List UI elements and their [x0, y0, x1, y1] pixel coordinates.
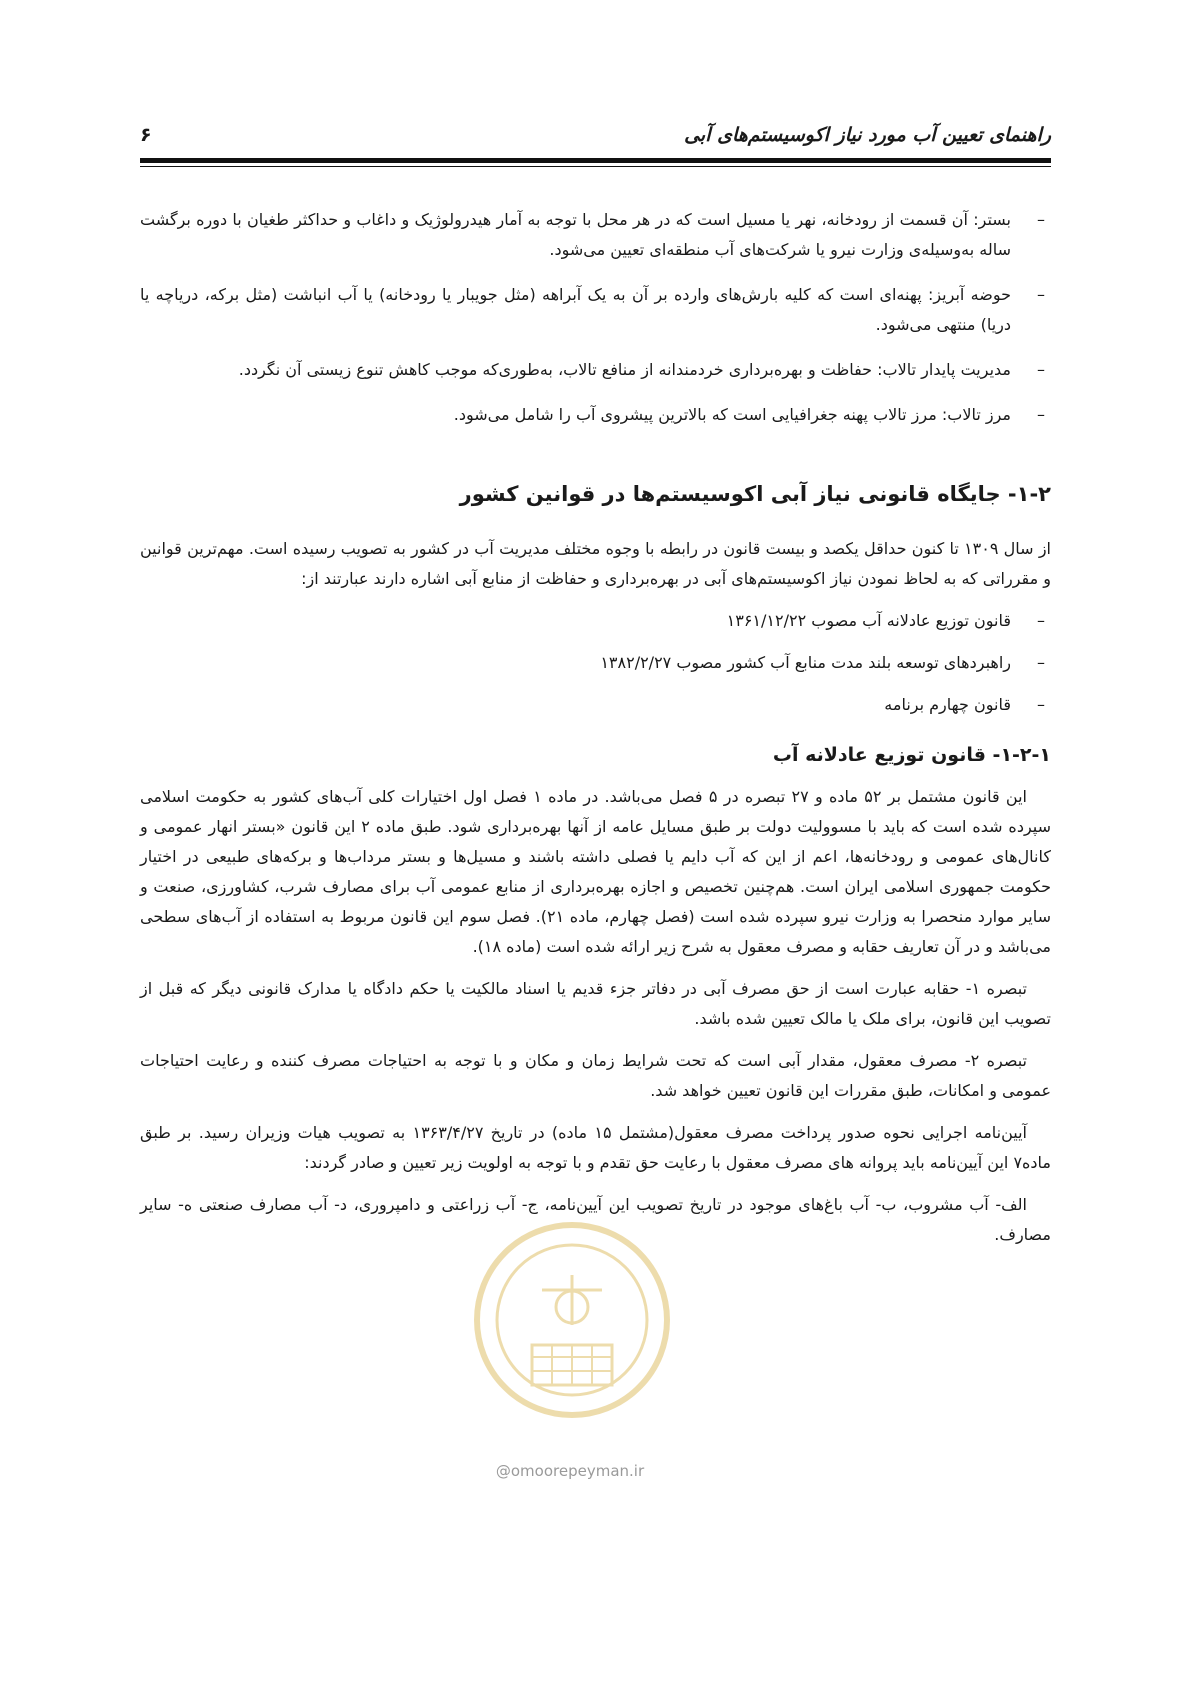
page-number: ۶ [140, 124, 152, 146]
definition-item: – مدیریت پایدار تالاب: حفاظت و بهره‌برداری خردمندانه از منافع تالاب، به‌طوری‌که موجب کاهش تنوع زیستی آن نگردد. [140, 355, 1051, 385]
laws-list [140, 606, 1051, 720]
definitions-list [140, 205, 1051, 430]
law-item: – قانون چهارم برنامه [140, 690, 1051, 720]
paragraph: الف- آب مشروب، ب- آب باغ‌های موجود در تاریخ تصویب این آیین‌نامه، ج- آب زراعتی و دامپروری، د- آب مصارف صنعتی ه- سایر مصارف. [140, 1195, 1051, 1244]
definition-item: – مرز تالاب: مرز تالاب پهنه جغرافیایی است که بالاترین پیشروی آب را شامل می‌شود. [140, 400, 1051, 430]
paragraph: تبصره ۲- مصرف معقول، مقدار آبی است که تحت شرایط زمان و مکان و با توجه به احتیاجات مصرف کننده و رعایت احتیاجات عمومی و امکانات، طبق مقررات این قانون تعیین خواهد شد. [140, 1051, 1051, 1100]
definition-item: – بستر: آن قسمت از رودخانه، نهر یا مسیل است که در هر محل با توجه به آمار هیدرولوژیک و داغاب و حداکثر طغیان با دوره برگشت ساله به‌وسیله‌ی وزارت نیرو یا شرکت‌های آب منطقه‌ای تعیین می‌شود. [140, 205, 1051, 265]
law-item: – راهبردهای توسعه بلند مدت منابع آب کشور مصوب ۱۳۸۲/۲/۲۷ [140, 648, 1051, 678]
header-rule-thin [140, 166, 1051, 167]
watermark-seal-icon [462, 1195, 682, 1445]
watermark-site: @omoorepeyman.ir [495, 1462, 645, 1480]
running-title: راهنمای تعیین آب مورد نیاز اکوسیستم‌های آبی [684, 124, 1051, 146]
definition-item: – حوضه آبریز: پهنه‌ای است که کلیه بارش‌های وارده بر آن به یک آبراهه (مثل جویبار یا رودخانه) یا آب انباشت (مثل برکه، دریاچه یا دریا) منتهی می‌شود. [140, 280, 1051, 340]
law-item: – قانون توزیع عادلانه آب مصوب ۱۳۶۱/۱۲/۲۲ [140, 606, 1051, 636]
paragraph: آیین‌نامه اجرایی نحوه صدور پرداخت مصرف معقول(مشتمل ۱۵ ماده) در تاریخ ۱۳۶۳/۴/۲۷ به تصویب هیات وزیران رسید. بر طبق ماده۷ این آیین‌نامه باید پروانه های مصرف معقول با رعایت حق تقدم و با توجه به اولویت زیر تعیین و صادر گردند: [140, 1123, 1051, 1172]
subsection-heading: ۱-۲-۱- قانون توزیع عادلانه آب [772, 744, 1051, 766]
body-content [140, 205, 1051, 1262]
running-header [140, 118, 1051, 158]
paragraph: تبصره ۱- حقابه عبارت است از حق مصرف آبی در دفاتر جزء قدیم یا اسناد مالکیت یا حکم دادگاه یا مدارک قانونی دیگر که قبل از تصویب این قانون، برای ملک یا مالک تعیین شده باشد. [140, 979, 1051, 1028]
paragraph: این قانون مشتمل بر ۵۲ ماده و ۲۷ تبصره در ۵ فصل می‌باشد. در ماده ۱ فصل اول اختیارات کلی آب‌های کشور به حکومت اسلامی سپرده شده است که باید با مسوولیت دولت بر طبق مسایل عامه از آنها بهره‌برداری شود. طبق ماده ۲ این قانون «بستر انهار عمومی و کانال‌های عمومی و رودخانه‌ها، اعم از این که آب دایم یا فصلی داشته باشند و مسیل‌ها و بستر مرداب‌ها و برکه‌های طبیعی در اختیار حکومت جمهوری اسلامی ایران است. هم‌چنین تخصیص و اجازه بهره‌برداری از منابع عمومی آب برای مصارف شرب، کشاورزی، صنعت و سایر موارد منحصرا به وزارت نیرو سپرده شده است (فصل چهارم، ماده ۲۱). فصل سوم این قانون مربوط به استفاده از آب‌های سطحی می‌باشد و در آن تعاریف حقابه و مصرف معقول به شرح زیر ارائه شده است (ماده ۱۸). [140, 787, 1052, 956]
header-rule-thick [140, 158, 1051, 163]
section-intro: از سال ۱۳۰۹ تا کنون حداقل یکصد و بیست قانون در رابطه با وجوه مختلف مدیریت آب در کشور به تصویب رسیده است. مهم‌ترین قوانین و مقرراتی که به لحاظ نمودن نیاز اکوسیستم‌های آبی در بهره‌برداری و حفاظت از منابع آبی اشاره دارند عبارتند از: [140, 539, 1051, 588]
section-heading: ۱-۲- جایگاه قانونی نیاز آبی اکوسیستم‌ها در قوانین کشور [459, 482, 1051, 506]
